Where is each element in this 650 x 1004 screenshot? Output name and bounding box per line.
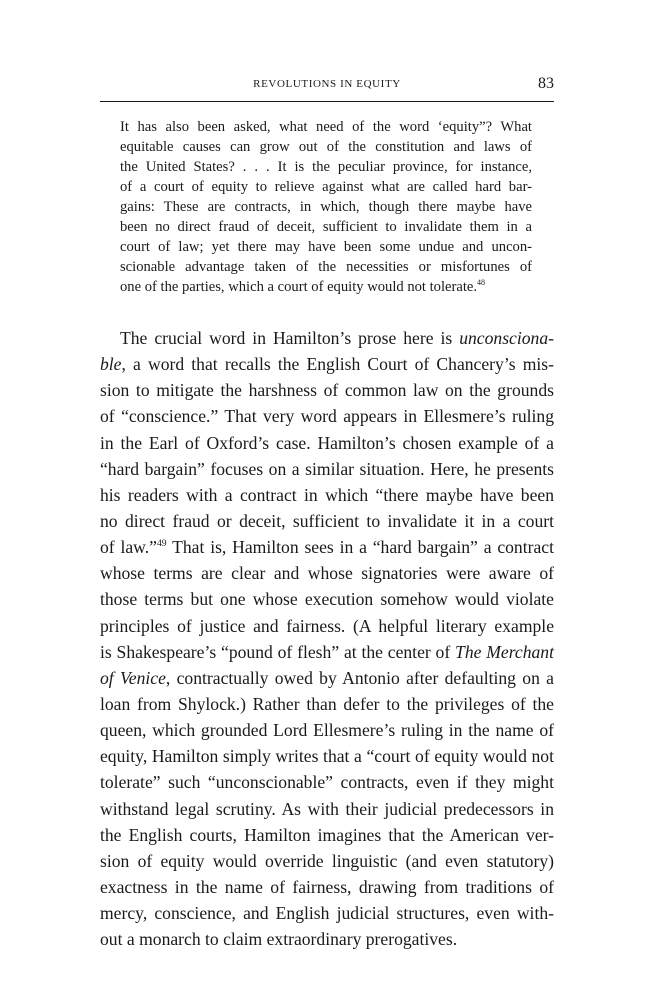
body-line bbox=[100, 534, 554, 560]
body-line: mercy, conscience, and English judicial structures, even with- bbox=[100, 903, 554, 924]
body-line: loan from Shylock.) Rather than defer to the privileges of the bbox=[100, 693, 554, 714]
body-line: in the Earl of Oxford’s case. Hamilton’s chosen example of a bbox=[100, 432, 554, 453]
body-line: sion to mitigate the harshness of common law on the grounds bbox=[100, 380, 554, 401]
footnote-ref-49: 49 bbox=[156, 538, 167, 550]
quote-line: It has also been asked, what need of the word ‘equity”? What bbox=[120, 119, 532, 135]
body-line: sion of equity would override linguistic (and even statutory) bbox=[100, 850, 554, 871]
quote-last-line bbox=[120, 277, 532, 297]
running-head bbox=[100, 76, 554, 96]
body-text-run: of law.” bbox=[100, 537, 157, 558]
body-line bbox=[100, 351, 554, 377]
body-last-line: out a monarch to claim extraordinary prerogatives. bbox=[100, 929, 458, 950]
quote-line: gains: These are contracts, in which, though there maybe have bbox=[120, 199, 532, 215]
quote-line: of a court of equity to relieve against what are called hard bar- bbox=[120, 179, 532, 195]
body-line: exactness in the name of fairness, drawing from traditions of bbox=[100, 876, 554, 897]
body-text-run: is Shakespeare’s “pound of flesh” at the center of bbox=[100, 641, 456, 662]
body-line bbox=[100, 639, 554, 665]
quote-line: been no direct fraud of deceit, sufficient to invalidate them in a bbox=[120, 219, 532, 235]
body-line bbox=[100, 325, 554, 351]
body-line: tolerate” such “unconscionable” contracts, even if they might bbox=[100, 772, 554, 793]
quote-line: court of law; yet there may have been some undue and uncon- bbox=[120, 239, 532, 255]
quote-text: one of the parties, which a court of equity would not tolerate. bbox=[120, 279, 478, 295]
body-text-run: , a word that recalls the English Court of Chancery’s mis- bbox=[121, 354, 554, 375]
body-paragraph bbox=[100, 325, 554, 952]
body-line: queen, which grounded Lord Ellesmere’s ruling in the name of bbox=[100, 720, 554, 741]
block-quote bbox=[120, 117, 532, 297]
body-line: the English courts, Hamilton imagines that the American ver- bbox=[100, 824, 554, 845]
body-line: principles of justice and fairness. (A helpful literary example bbox=[100, 615, 554, 636]
body-text-run: That is, Hamilton sees in a “hard bargain” a contract bbox=[166, 537, 554, 558]
body-text-run: The crucial word in Hamilton’s prose here is bbox=[120, 328, 460, 348]
page-number: 83 bbox=[538, 75, 554, 92]
body-line: equity, Hamilton simply writes that a “court of equity would not bbox=[100, 746, 554, 767]
body-text-run: , contractually owed by Antonio after defaulting on a bbox=[165, 667, 554, 688]
body-line: his readers with a contract in which “there maybe have been bbox=[100, 484, 554, 505]
italic-title: of Venice bbox=[100, 667, 166, 688]
italic-title: The Merchant bbox=[455, 641, 554, 662]
body-line: whose terms are clear and whose signatories were aware of bbox=[100, 563, 554, 584]
italic-term: unconsciona- bbox=[459, 328, 554, 348]
quote-line: equitable causes can grow out of the constitution and laws of bbox=[120, 139, 532, 155]
body-line: “hard bargain” focuses on a similar situation. Here, he presents bbox=[100, 458, 554, 479]
body-line: of “conscience.” That very word appears in Ellesmere’s ruling bbox=[100, 406, 554, 427]
quote-line: scionable advantage taken of the necessities or misfortunes of bbox=[120, 259, 532, 275]
body-line bbox=[100, 665, 554, 691]
footnote-ref-48: 48 bbox=[477, 278, 486, 288]
running-title: REVOLUTIONS IN EQUITY bbox=[253, 78, 401, 90]
body-line: withstand legal scrutiny. As with their judicial predecessors in bbox=[100, 798, 554, 819]
quote-line: the United States? . . . It is the peculiar province, for instance, bbox=[120, 159, 532, 175]
body-line: no direct fraud or deceit, sufficient to invalidate it in a court bbox=[100, 510, 554, 531]
header-rule bbox=[100, 101, 554, 102]
italic-term: ble bbox=[100, 354, 122, 375]
body-line: those terms but one whose execution somehow would violate bbox=[100, 589, 554, 610]
